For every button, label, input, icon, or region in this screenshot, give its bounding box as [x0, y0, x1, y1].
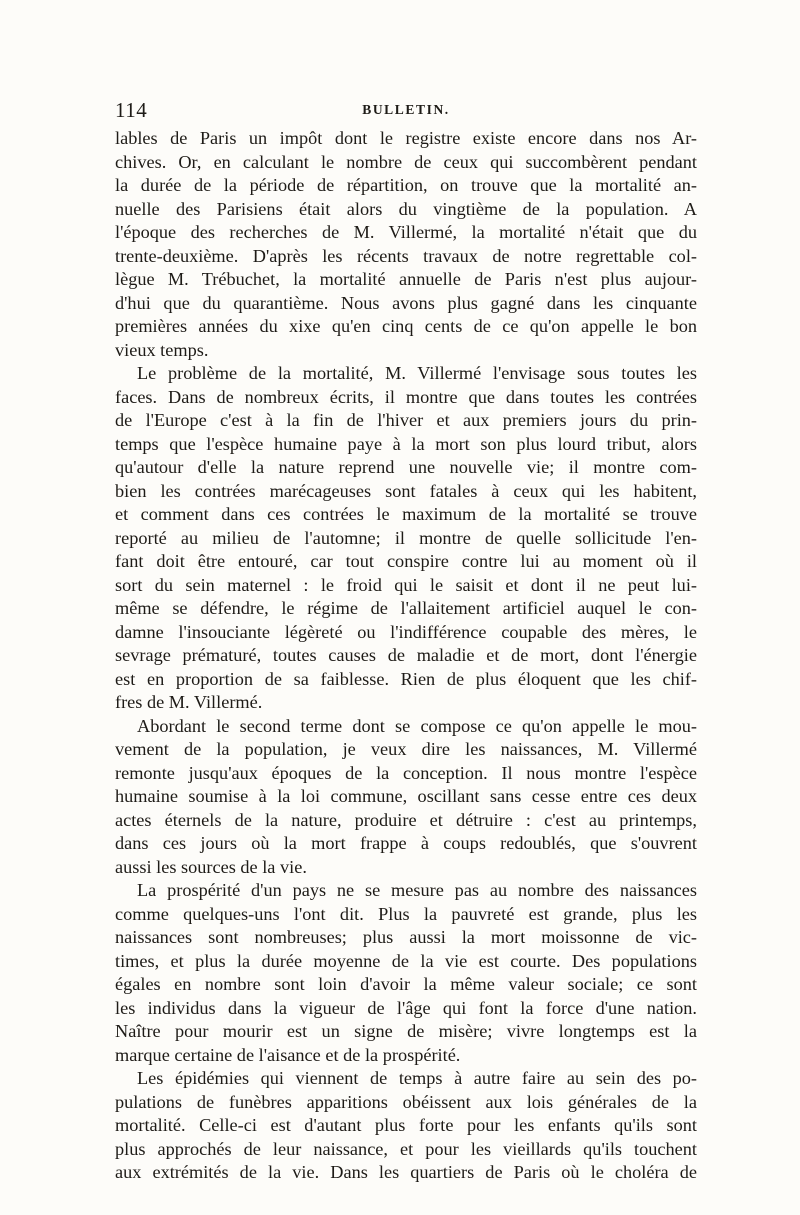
- text-line: pulations de funèbres apparitions obéissent aux lois générales de la: [115, 1091, 697, 1112]
- text-line: naissances sont nombreuses; plus aussi la mort moissonne de vic-: [115, 927, 697, 947]
- text-line: bien les contrées marécageuses sont fatales à ceux qui les habitent,: [115, 480, 697, 501]
- text-line: aussi les sources de la vie.: [115, 856, 307, 877]
- text-line: reporté au milieu de l'automne; il montre de quelle sollicitude l'en-: [115, 527, 697, 548]
- text-line: chives. Or, en calculant le nombre de ceux qui succombèrent pendant: [115, 151, 697, 172]
- text-line: Les épidémies qui viennent de temps à autre faire au sein des po-: [137, 1068, 697, 1088]
- text-line: l'époque des recherches de M. Villermé, la mortalité n'était que du: [115, 222, 697, 242]
- text-line: fant doit être entouré, car tout conspire contre lui au moment où il: [115, 551, 697, 571]
- text-line: la durée de la période de répartition, on trouve que la mortalité an-: [115, 175, 697, 195]
- text-line: humaine soumise à la loi commune, oscillant sans cesse entre ces deux: [115, 786, 697, 806]
- text-line: dans ces jours où la mort frappe à coups redoublés, que s'ouvrent: [115, 833, 697, 853]
- page-number: 114: [115, 98, 148, 122]
- text-line: mortalité. Celle-ci est d'autant plus forte pour les enfants qu'ils sont: [115, 1115, 697, 1135]
- text-line: premières années du xixe qu'en cinq cents de ce qu'on appelle le bon: [115, 316, 697, 336]
- text-line: damne l'insouciante légèreté ou l'indifférence coupable des mères, le: [115, 621, 697, 642]
- text-line: les individus dans la vigueur de l'âge qui font la force d'une nation.: [115, 997, 697, 1018]
- text-line: vement de la population, je veux dire les naissances, M. Villermé: [115, 739, 697, 759]
- page-header: [115, 98, 697, 124]
- text-line: aux extrémités de la vie. Dans les quartiers de Paris où le choléra de: [115, 1162, 697, 1182]
- body-text: [115, 127, 697, 1185]
- text-line: Abordant le second terme dont se compose ce qu'on appelle le mou-: [137, 715, 697, 736]
- text-line: La prospérité d'un pays ne se mesure pas au nombre des naissances: [137, 880, 697, 900]
- text-line: nuelle des Parisiens était alors du vingtième de la population. A: [115, 198, 697, 219]
- text-line: sort du sein maternel : le froid qui le saisit et dont il ne peut lui-: [115, 574, 697, 595]
- text-line: lables de Paris un impôt dont le registre existe encore dans nos Ar-: [115, 128, 697, 148]
- text-line: vieux temps.: [115, 339, 209, 360]
- running-head: BULLETIN.: [362, 102, 450, 117]
- text-line: faces. Dans de nombreux écrits, il montre que dans toutes les contrées: [115, 386, 697, 407]
- text-line: Naître pour mourir est un signe de misère; vivre longtemps est la: [115, 1021, 697, 1041]
- text-line: lègue M. Trébuchet, la mortalité annuelle de Paris n'est plus aujour-: [115, 269, 697, 289]
- text-line: qu'autour d'elle la nature reprend une nouvelle vie; il montre com-: [115, 457, 697, 477]
- text-line: comme quelques-uns l'ont dit. Plus la pauvreté est grande, plus les: [115, 903, 697, 924]
- text-line: et comment dans ces contrées le maximum de la mortalité se trouve: [115, 504, 697, 524]
- text-line: trente-deuxième. D'après les récents travaux de notre regrettable col-: [115, 245, 697, 266]
- text-line: marque certaine de l'aisance et de la prospérité.: [115, 1044, 461, 1065]
- text-line: Le problème de la mortalité, M. Villermé l'envisage sous toutes les: [137, 363, 697, 383]
- text-line: d'hui que du quarantième. Nous avons plus gagné dans les cinquante: [115, 292, 697, 313]
- text-line: plus approchés de leur naissance, et pour les vieillards qu'ils touchent: [115, 1138, 697, 1159]
- text-line: même se défendre, le régime de l'allaitement artificiel auquel le con-: [115, 598, 697, 618]
- text-line: fres de M. Villermé.: [115, 692, 263, 712]
- text-line: remonte jusqu'aux époques de la conception. Il nous montre l'espèce: [115, 762, 697, 783]
- text-line: est en proportion de sa faiblesse. Rien de plus éloquent que les chif-: [115, 668, 697, 689]
- text-line: sevrage prématuré, toutes causes de maladie et de mort, dont l'énergie: [115, 645, 697, 665]
- text-line: égales en nombre sont loin d'avoir la même valeur sociale; ce sont: [115, 974, 697, 994]
- text-line: actes éternels de la nature, produire et détruire : c'est au printemps,: [115, 809, 697, 830]
- text-line: de l'Europe c'est à la fin de l'hiver et aux premiers jours du prin-: [115, 410, 697, 430]
- text-line: temps que l'espèce humaine paye à la mort son plus lourd tribut, alors: [115, 433, 697, 454]
- text-line: times, et plus la durée moyenne de la vie est courte. Des populations: [115, 950, 697, 971]
